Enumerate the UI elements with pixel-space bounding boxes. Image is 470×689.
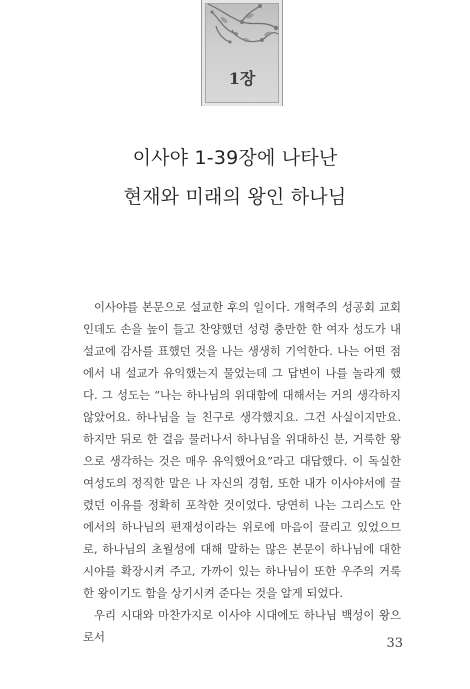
chapter-banner — [201, 0, 283, 106]
chapter-label: 1장 — [228, 69, 256, 88]
page-number: 33 — [386, 636, 403, 651]
chapter-title-line1: 이사야 1-39장에 나타난 — [132, 147, 338, 169]
paragraph: 이사야를 본문으로 설교한 후의 일이다. 개혁주의 성공회 교회인데도 손을 높이 들고 찬양했던 성령 충만한 한 여자 성도가 내 설교에 감사를 표했던 것을 나는 생생히 기억한다. 나는 어떤 점에서 내 설교가 유익했는지 물었는데 그 답변이 나를 놀라게 했다. 그 성도는 “나는 하나님의 위대함에 대해서는 거의 생각하지 않았어요. 하나님을 늘 친구로 생각했지요. 그건 사실이지만요. 하지만 뒤로 한 걸음 물러나서 하나님을 위대하신 분, 거룩한 왕으로 생각하는 것은 매우 유익했어요”라고 대답했다. 이 독실한 여성도의 정직한 말은 나 자신의 경험, 또한 내가 이사야서에 끌렸던 이유를 정확히 포착한 것이었다. 당연히 나는 그리스도 안에서의 하나님의 편재성이라는 위로에 마음이 끌리고 있었으므로, 하나님의 초월성에 대해 말하는 많은 본문이 하나님에 대한 시야를 확장시켜 주고, 가까이 있는 하나님이 또한 우주의 거룩한 왕이기도 함을 상기시켜 준다는 것을 알게 되었다. — [83, 300, 401, 600]
floral-ornament-icon — [202, 0, 282, 106]
chapter-title-line2: 현재와 미래의 왕인 하나님 — [123, 186, 347, 208]
paragraph: 우리 시대와 마찬가지로 이사야 시대에도 하나님 백성이 왕으로서 — [83, 608, 401, 644]
body-text — [83, 296, 401, 648]
